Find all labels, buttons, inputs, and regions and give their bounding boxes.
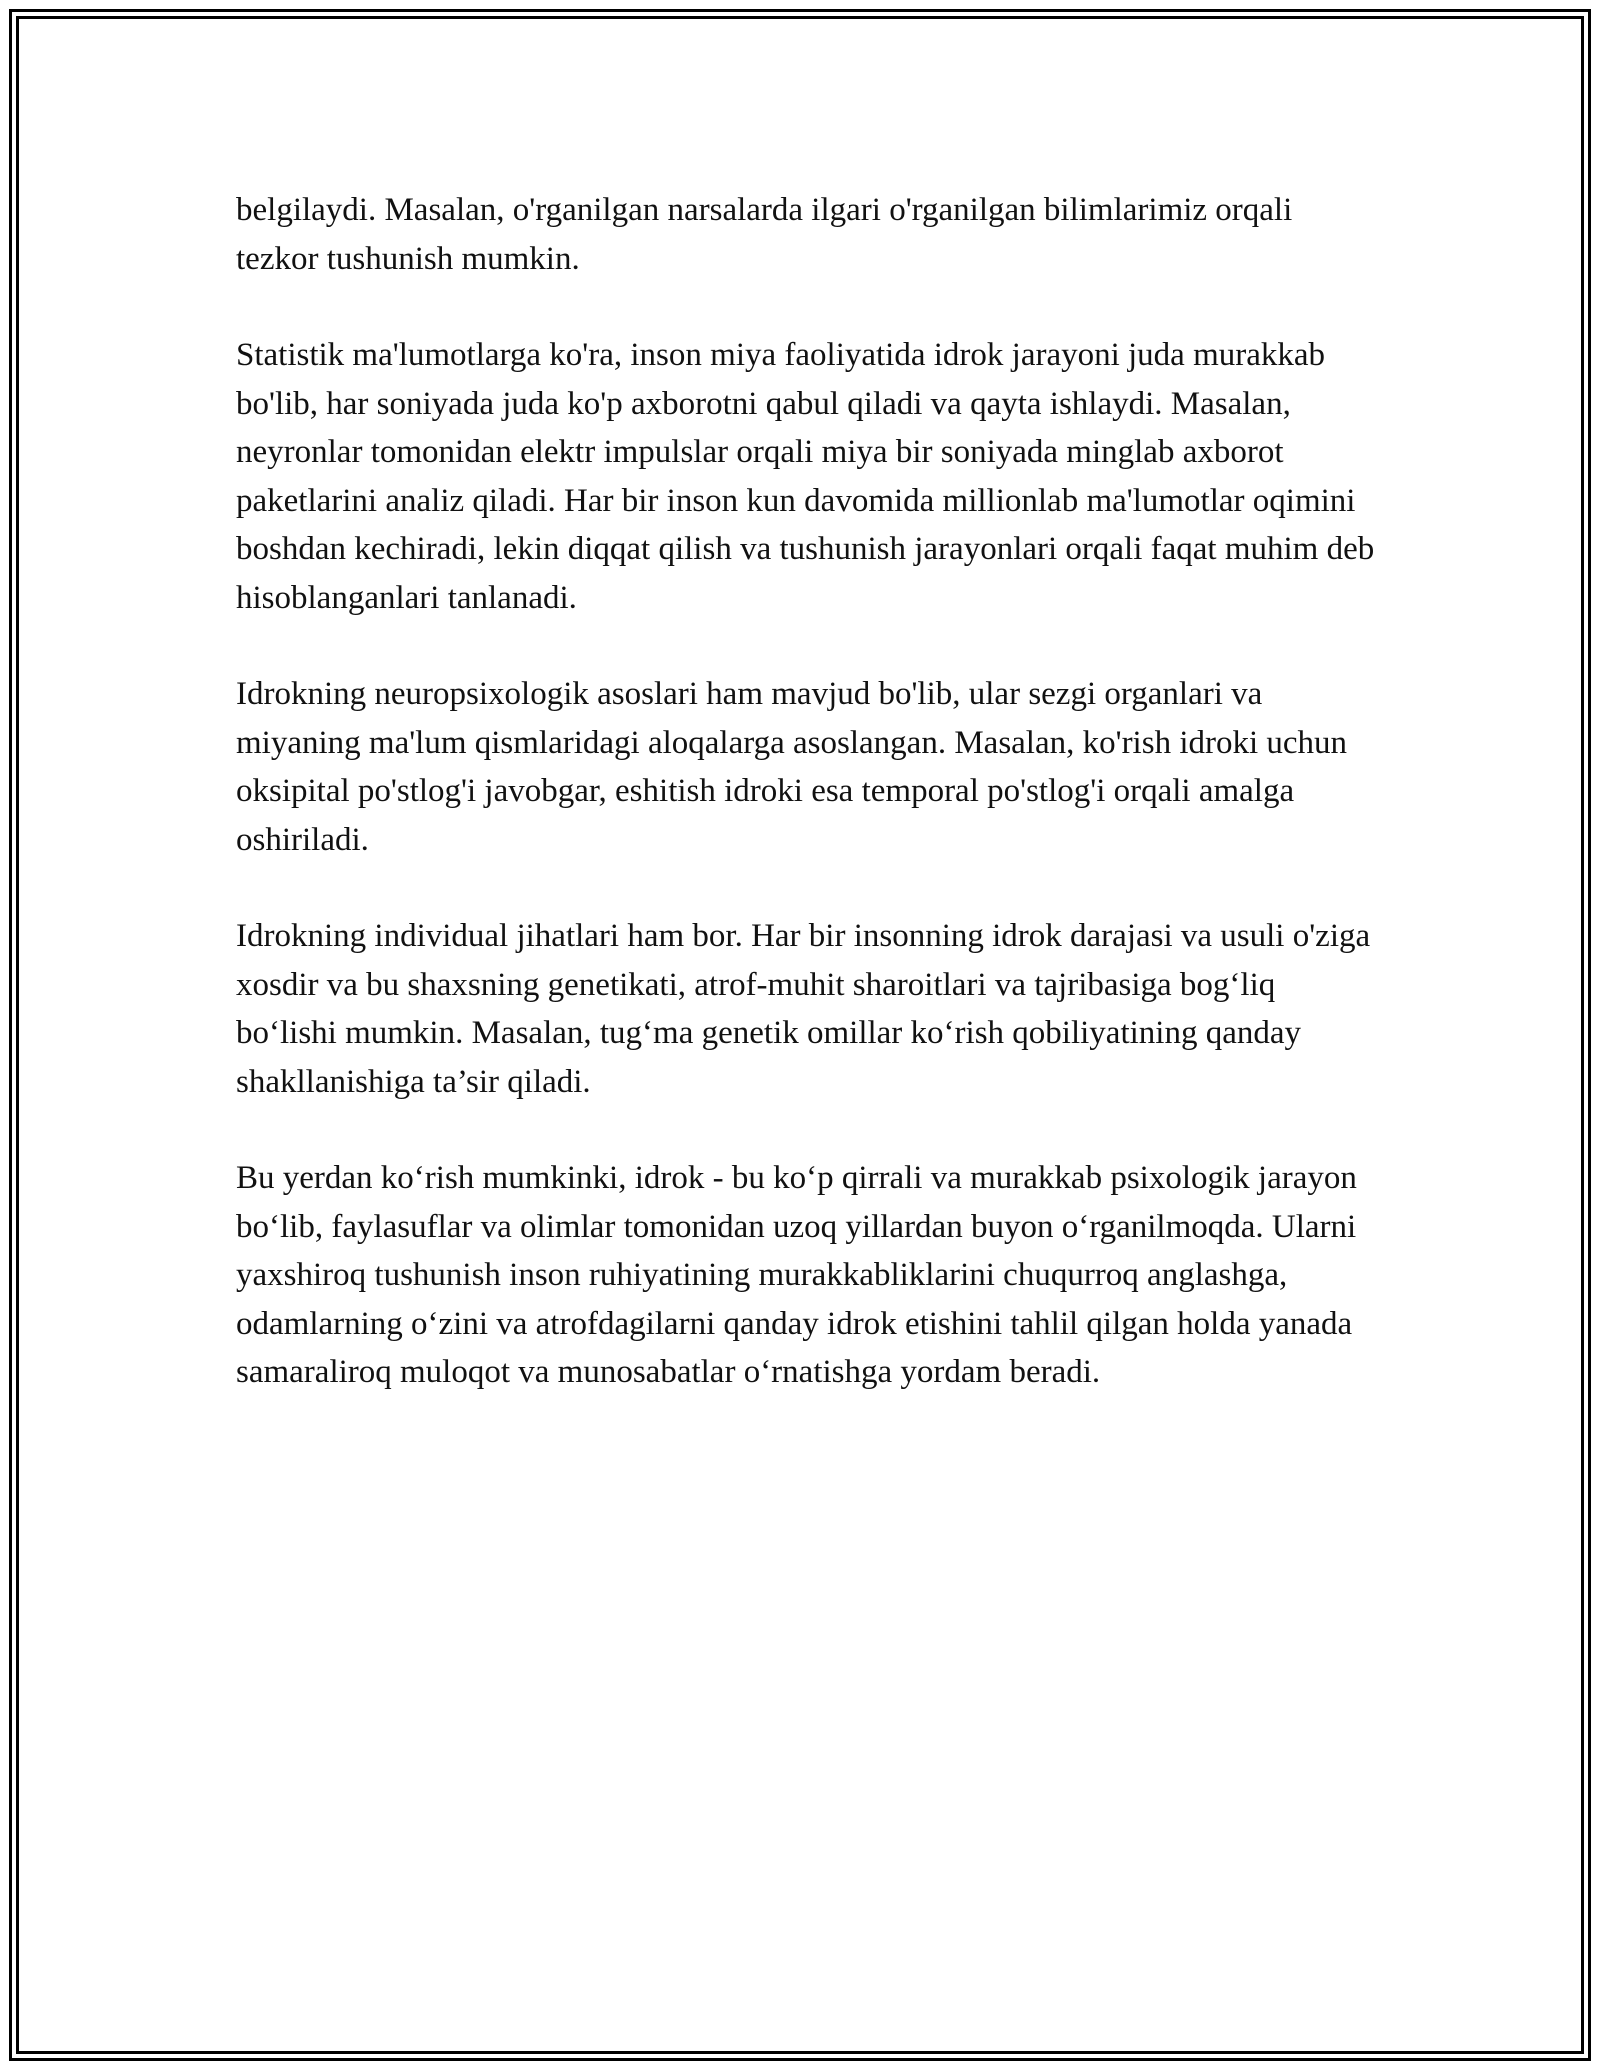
paragraph-4: Idrokning individual jihatlari ham bor. Har bir insonning idrok darajasi va usuli o'ziga xosdir va bu shaxsning genetikati, atrof-muhit sharoitlari va tajribasiga bog‘liq bo‘lishi mumkin. Masalan, tug‘ma genetik omillar ko‘rish qobiliyatining qanday shakllanishiga ta’sir qiladi. — [236, 918, 1371, 1100]
paragraph-2: Statistik ma'lumotlarga ko'ra, inson miya faoliyatida idrok jarayoni juda murakkab bo'lib, har soniyada juda ko'p axborotni qabul qiladi va qayta ishlaydi. Masalan, neyronlar tomonidan elektr impulslar orqali miya bir soniyada minglab axborot paketlarini analiz qiladi. Har bir inson kun davomida millionlab ma'lumotlar oqimini boshdan kechiradi, lekin diqqat qilish va tushunish jarayonlari orqali faqat muhim deb hisoblanganlari tanlanadi. — [236, 337, 1375, 616]
document-body — [236, 186, 1376, 1445]
paragraph-1: belgilaydi. Masalan, o'rganilgan narsalarda ilgari o'rganilgan bilimlarimiz orqali tezkor tushunish mumkin. — [236, 192, 1293, 277]
paragraph-5: Bu yerdan ko‘rish mumkinki, idrok - bu ko‘p qirrali va murakkab psixologik jarayon bo‘lib, faylasuflar va olimlar tomonidan uzoq yillardan buyon o‘rganilmoqda. Ularni yaxshiroq tushunish inson ruhiyatining murakkabliklarini chuqurroq anglashga, odamlarning o‘zini va atrofdagilarni qanday idrok etishini tahlil qilgan holda yanada samaraliroq muloqot va munosabatlar o‘rnatishga yordam beradi. — [236, 1160, 1357, 1390]
paragraph-3: Idrokning neuropsixologik asoslari ham mavjud bo'lib, ular sezgi organlari va miyaning ma'lum qismlaridagi aloqalarga asoslangan. Masalan, ko'rish idroki uchun oksipital po'stlog'i javobgar, eshitish idroki esa temporal po'stlog'i orqali amalga oshiriladi. — [236, 676, 1348, 858]
